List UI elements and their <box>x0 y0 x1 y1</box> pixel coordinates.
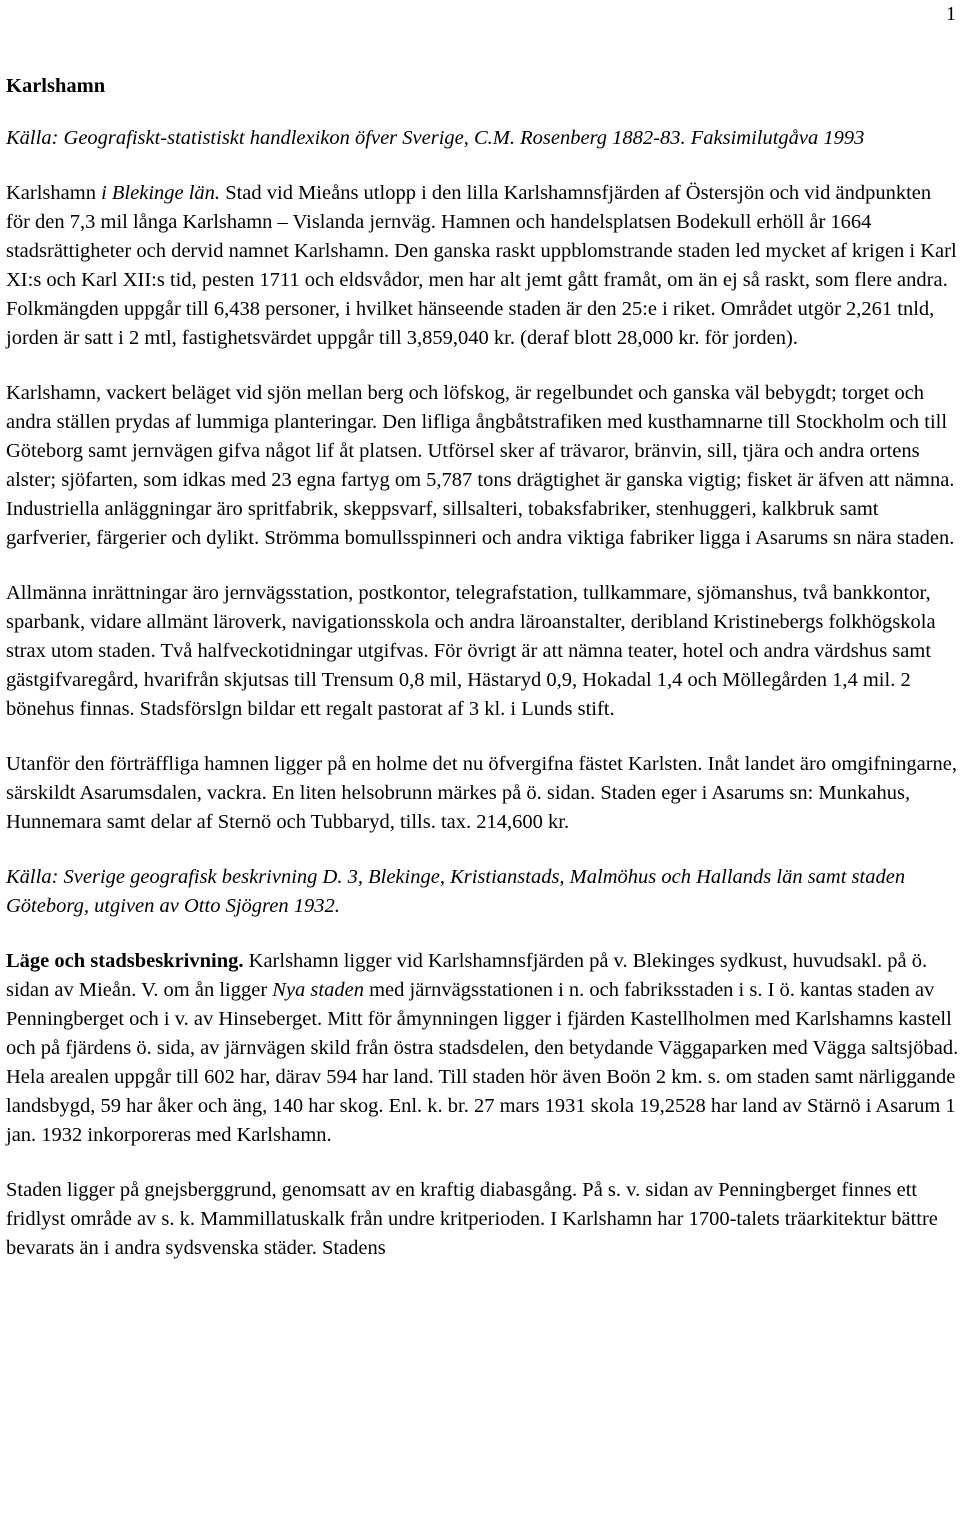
paragraph-1 <box>6 179 960 353</box>
document-title: Karlshamn <box>6 75 106 97</box>
paragraph-5-text-1: Karlshamn ligger vid Karlshamnsfjärden på v. Blekinges sydkust, huvudsakl. på ö. sidan av Mieån. V. om ån ligger <box>6 950 928 1001</box>
paragraph-5-heading: Läge och stadsbeskrivning. <box>6 950 244 972</box>
paragraph-4: Utanför den förträffliga hamnen ligger på en holme det nu öfvergifna fästet Karlsten. Inåt landet äro omgifningarne, särskildt Asarumsdalen, vackra. En liten helsobrunn märkes på ö. sidan. Staden eger i Asarums sn: Munkahus, Hunnemara samt delar af Sternö och Tubbaryd, tills. tax. 214,600 kr. <box>6 753 958 833</box>
paragraph-1-text: Stad vid Mieåns utlopp i den lilla Karlshamnsfjärden af Östersjön och vid ändpunkten för den 7,3 mil långa Karlshamn – Vislanda jernväg. Hamnen och handelsplatsen Bodekull erhöll år 1664 stadsrättigheter och dervid namnet Karlshamn. Den ganska raskt uppblomstrande staden led mycket af krigen i Karl XI:s och Karl XII:s tid, pesten 1711 och eldsvådor, men har alt jemt gått framåt, om än ej så raskt, som flere andra. Folkmängden uppgår till 6,438 personer, i hvilket hänseende staden är den 25:e i riket. Området utgör 2,261 tnld, jorden är satt i 2 mtl, fastighetsvärdet uppgår till 3,859,040 kr. (deraf blott 28,000 kr. för jorden). <box>6 182 957 349</box>
paragraph-2: Karlshamn, vackert beläget vid sjön mellan berg och löfskog, är regelbundet och ganska väl bebygdt; torget och andra ställen prydas af lummiga planteringar. Den lifliga ångbåtstrafiken med kusthamnarne till Stockholm och till Göteborg samt jernvägen gifva något lif åt platsen. Utförsel sker af trävaror, bränvin, sill, tjära och andra ortens alster; sjöfarten, som idkas med 23 egna fartyg om 5,787 tons drägtighet är ganska vigtig; fisket är äfven att nämna. Industriella anläggningar äro spritfabrik, skeppsvarf, sillsalteri, tobaksfabriker, stenhuggeri, kalkbruk samt garfverier, färgerier och dylikt. Strömma bomullsspinneri och andra viktiga fabriker ligga i Asarums sn nära staden. <box>6 382 955 549</box>
document-body <box>6 72 960 1289</box>
paragraph-5-text-2: med järnvägsstationen i n. och fabriksstaden i s. I ö. kantas staden av Penningberget och i v. av Hinseberget. Mitt för åmynningen ligger i fjärden Kastellholmen med Karlshamns kastell och på fjärdens ö. sida, av järnvägen skild från östra stadsdelen, den betydande Väggaparken med Vägga saltsjöbad. Hela arealen uppgår till 602 har, därav 594 har land. Till staden hör även Boön 2 km. s. om staden samt närliggande landsbygd, 59 har åker och äng, 140 har skog. Enl. k. br. 27 mars 1931 skola 19,2528 har land av Stärnö i Asarum 1 jan. 1932 inkorporeras med Karlshamn. <box>6 979 959 1146</box>
paragraph-1-lead-italic: i Blekinge län. <box>95 182 221 204</box>
paragraph-6: Staden ligger på gnejsberggrund, genomsatt av en kraftig diabasgång. På s. v. sidan av Penningberget finnes ett fridlyst område av s. k. Mammillatuskalk från undre kritperioden. I Karlshamn har 1700-talets träarkitektur bättre bevarats än i andra sydsvenska städer. Stadens <box>6 1179 938 1259</box>
paragraph-1-lead: Karlshamn <box>6 182 96 204</box>
source-citation-1: Källa: Geografiskt-statistiskt handlexikon öfver Sverige, C.M. Rosenberg 1882-83. Faksimilutgåva 1993 <box>6 127 865 149</box>
page-number: 1 <box>946 3 956 25</box>
paragraph-5 <box>6 947 960 1150</box>
source-citation-2: Källa: Sverige geografisk beskrivning D. 3, Blekinge, Kristianstads, Malmöhus och Hallands län samt staden Göteborg, utgiven av Otto Sjögren 1932. <box>6 866 906 917</box>
paragraph-5-italic: Nya staden <box>272 979 364 1001</box>
paragraph-3: Allmänna inrättningar äro jernvägsstation, postkontor, telegrafstation, tullkammare, sjömanshus, två bankkontor, sparbank, vidare allmänt läroverk, navigationsskola och andra läroanstalter, deribland Kristinebergs folkhögskola strax utom staden. Två halfveckotidningar utgifvas. För övrigt är att nämna teater, hotel och andra värdshus samt gästgifvaregård, hvarifrån skjutsas till Trensum 0,8 mil, Hästaryd 0,9, Hokadal 1,4 och Möllegården 1,4 mil. 2 bönehus finnas. Stadsförslgn bildar ett regalt pastorat af 3 kl. i Lunds stift. <box>6 582 936 720</box>
